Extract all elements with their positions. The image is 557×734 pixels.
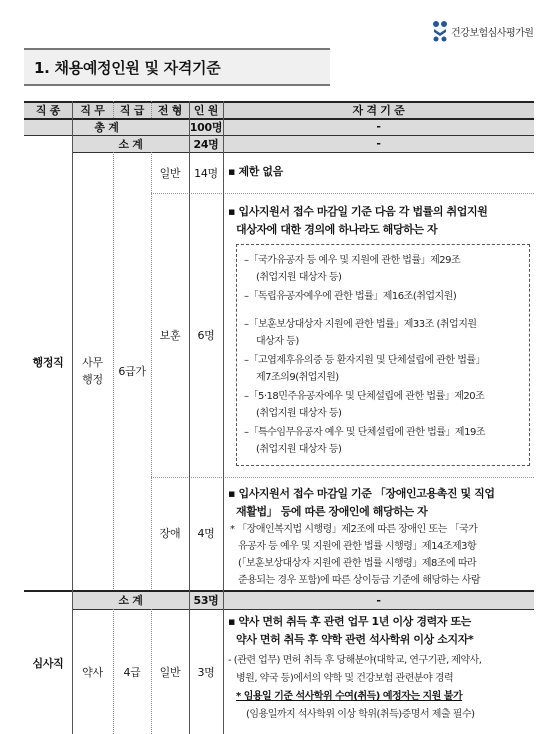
veteran-law-item: –「독립유공자예우에 관한 법률」제16조(취업지원) bbox=[244, 291, 457, 302]
review-subtotal-label: 소 계 bbox=[72, 591, 189, 609]
logo-text: 건강보험심사평가원 bbox=[451, 27, 534, 39]
veteran-law-item: –「보훈보상대상자 지원에 관한 법률」제33조 (취업지원 bbox=[244, 319, 477, 330]
admin-disabled-type: 장애 bbox=[159, 527, 181, 540]
review-jikgeup: 4급 bbox=[123, 665, 141, 679]
admin-general-count: 14명 bbox=[194, 166, 218, 180]
veteran-law-item: 대상자 등) bbox=[256, 336, 299, 347]
review-type: 일반 bbox=[159, 665, 181, 679]
admin-jikjong: 행정직 bbox=[32, 356, 64, 369]
header-jikgeup: 직 급 bbox=[113, 101, 151, 118]
veteran-law-item: –「고엽제후유의증 등 환자지원 및 단체설립에 관한 법률」 bbox=[244, 355, 486, 366]
review-jikmu: 약사 bbox=[82, 665, 103, 679]
review-subtotal-criteria: - bbox=[223, 591, 534, 609]
admin-disabled-note1: * 「장애인복지법 시행령」제2조에 따른 장애인 또는 「국가 bbox=[230, 524, 478, 535]
review-count: 3명 bbox=[197, 665, 215, 679]
section-title bbox=[24, 48, 330, 86]
hira-logo bbox=[432, 20, 533, 42]
total-criteria: - bbox=[223, 118, 534, 135]
veteran-law-item: –「국가유공자 등 예우 및 지원에 관한 법률」제29조 bbox=[244, 255, 461, 266]
review-rel2: 병원, 약국 등)에서의 약학 및 건강보험 관련분야 경력 bbox=[236, 673, 454, 684]
header-jikmu: 직 무 bbox=[72, 101, 113, 118]
admin-subtotal-criteria: - bbox=[223, 135, 534, 152]
header-jeonhyeong: 전 형 bbox=[151, 101, 189, 118]
review-note2: (임용일까지 석사학위 이상 학위(취득)증명서 제출 필수) bbox=[246, 709, 475, 720]
section-title-text: 1. 채용예정인원 및 자격기준 bbox=[34, 58, 221, 77]
admin-disabled-main1: ▪ 입사지원서 접수 마감일 기준 「장애인고용촉진 및 직업 bbox=[228, 487, 495, 500]
admin-subtotal-label: 소 계 bbox=[72, 135, 189, 152]
header-criteria: 자 격 기 준 bbox=[223, 101, 534, 118]
veteran-law-item: 제7조의9(취업지원) bbox=[256, 372, 339, 383]
hira-logo-icon bbox=[432, 20, 448, 42]
veteran-law-item: (취업지원 대상자 등) bbox=[256, 408, 342, 419]
review-main1: ▪ 약사 면허 취득 후 관련 업무 1년 이상 경력자 또는 bbox=[228, 615, 471, 628]
admin-disabled-note3: (「보훈보상대상자 지원에 관한 법률 시행령」제8조에 따라 bbox=[238, 558, 477, 569]
header-inwon: 인 원 bbox=[189, 101, 223, 118]
admin-disabled-main2: 재활법」 등에 따른 장애인에 해당하는 자 bbox=[236, 505, 428, 518]
review-main2: 약사 면허 취득 후 약학 관련 석사학위 이상 소지자* bbox=[236, 633, 474, 646]
admin-veteran-count: 6명 bbox=[197, 329, 215, 342]
admin-disabled-note2: 유공자 등 예우 및 지원에 관한 법률 시행령」제14조제3항 bbox=[238, 541, 477, 552]
admin-jikgeup: 6급가 bbox=[118, 364, 146, 378]
admin-disabled-note4: 준용되는 경우 포함)에 따른 상이등급 기준에 해당하는 사람 bbox=[238, 575, 480, 586]
review-note1: * 임용일 기준 석사학위 수여(취득) 예정자는 지원 불가 bbox=[236, 691, 463, 702]
admin-general-type: 일반 bbox=[159, 166, 181, 180]
admin-jikmu: 사무 행정 bbox=[82, 355, 103, 386]
veteran-law-item: (취업지원 대상자 등) bbox=[256, 272, 342, 283]
admin-veteran-main2: 대상자에 대한 경의에 하나라도 해당하는 자 bbox=[236, 223, 438, 236]
admin-disabled-count: 4명 bbox=[197, 527, 215, 540]
veteran-law-item: –「특수임무유공자 예우 및 단체설립에 관한 법률」제19조 bbox=[244, 427, 485, 438]
admin-veteran-type: 보훈 bbox=[159, 329, 181, 342]
review-subtotal-count: 53명 bbox=[189, 591, 223, 609]
admin-veteran-main1: ▪ 입사지원서 접수 마감일 기준 다음 각 법률의 취업지원 bbox=[228, 205, 488, 218]
admin-subtotal-count: 24명 bbox=[189, 135, 223, 152]
review-jikjong: 심사직 bbox=[32, 656, 64, 670]
header-jikjong: 직 종 bbox=[24, 101, 72, 118]
review-rel1: - (관련 업무) 면허 취득 후 당해분야(대학교, 연구기관, 제약사, bbox=[228, 655, 482, 666]
total-label: 총 계 bbox=[24, 118, 189, 135]
total-count: 100명 bbox=[189, 118, 223, 135]
veteran-law-item: –「5·18민주유공자예우 및 단체설립에 관한 법률」제20조 bbox=[244, 391, 485, 402]
admin-general-criteria: ▪ 제한 없음 bbox=[228, 165, 283, 178]
veteran-law-item: (취업지원 대상자 등) bbox=[256, 444, 342, 455]
